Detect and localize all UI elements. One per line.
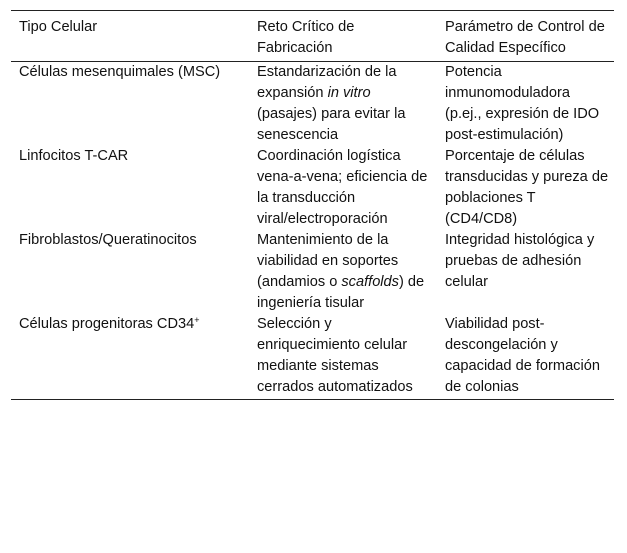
challenge-text: Mantenimiento de la viabilidad en soportes (andamios o bbox=[257, 232, 399, 290]
header-challenge: Reto Crítico de Fabricación bbox=[257, 19, 355, 56]
cell-challenge bbox=[249, 314, 437, 400]
cell-type: Linfocitos T-CAR bbox=[19, 148, 129, 164]
cell-type bbox=[11, 314, 249, 400]
cell-qc-parameter: Porcentaje de células transducidas y pureza de poblaciones T (CD4/CD8) bbox=[445, 148, 609, 227]
cell-challenge bbox=[249, 146, 437, 230]
challenge-italic: in vitro bbox=[327, 85, 371, 101]
cell-type: Fibroblastos/Queratinocitos bbox=[19, 232, 197, 248]
table-body bbox=[11, 62, 614, 400]
header-cell-type: Tipo Celular bbox=[19, 19, 98, 35]
qc-table-container bbox=[11, 10, 614, 400]
challenge-text: Coordinación logística vena-a-vena; eficiencia de la transducción viral/electroporación bbox=[257, 148, 428, 227]
table-row bbox=[11, 314, 614, 400]
manufacturing-qc-table bbox=[11, 10, 614, 400]
cell-challenge bbox=[249, 62, 437, 147]
cell-type-superscript: + bbox=[194, 315, 200, 325]
challenge-text: ) de ingeniería tisular bbox=[257, 274, 425, 311]
table-row bbox=[11, 230, 614, 314]
cell-qc-parameter: Integridad histológica y pruebas de adhesión celular bbox=[445, 232, 595, 290]
cell-type: Células mesenquimales (MSC) bbox=[19, 64, 221, 80]
challenge-text: (pasajes) para evitar la senescencia bbox=[257, 106, 406, 143]
cell-challenge bbox=[249, 230, 437, 314]
table-row bbox=[11, 62, 614, 147]
cell-qc-parameter: Viabilidad post-descongelación y capacidad de formación de colonias bbox=[445, 316, 600, 395]
header-row bbox=[11, 11, 614, 62]
challenge-text: Estandarización de la expansión bbox=[257, 64, 397, 101]
header-qc-parameter: Parámetro de Control de Calidad Específico bbox=[445, 19, 605, 56]
challenge-italic: scaffolds bbox=[341, 274, 399, 290]
cell-type-text: Células progenitoras CD34 bbox=[19, 316, 195, 332]
challenge-text: Selección y enriquecimiento celular mediante sistemas cerrados automatizados bbox=[257, 316, 413, 395]
table-row bbox=[11, 146, 614, 230]
table-header bbox=[11, 11, 614, 62]
cell-qc-parameter: Potencia inmunomoduladora (p.ej., expresión de IDO post-estimulación) bbox=[445, 64, 600, 143]
